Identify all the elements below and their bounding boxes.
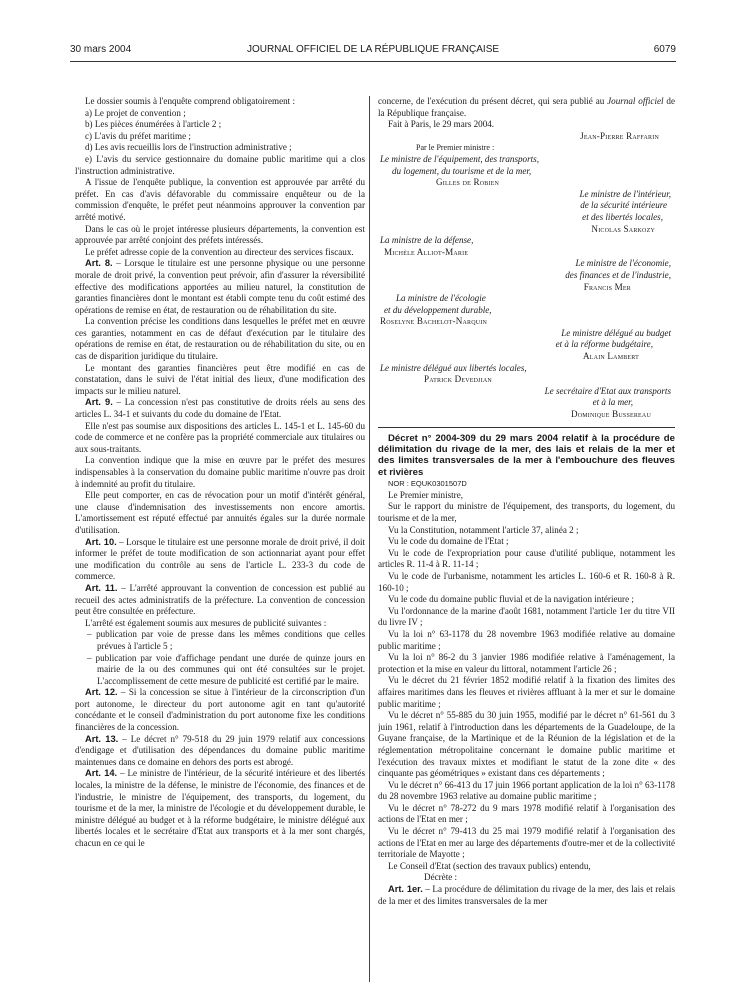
- paragraph: La convention précise les conditions dans lesquelles le préfet met en œuvre ces garanties, notamment en cas de défaut d'exécution par le titulaire des opérations de remise en état, de restauration ou de réhabilitation du site, ou en cas de disparition juridique du titulaire.: [75, 316, 365, 362]
- paragraph: Vu la Constitution, notamment l'article 37, alinéa 2 ;: [388, 524, 579, 535]
- list-item: d) Les avis recueillis lors de l'instruction administrative ;: [85, 142, 292, 153]
- paragraph: Dans le cas où le projet intéresse plusieurs départements, la convention est approuvée par arrêté conjoint des préfets intéressés.: [75, 223, 365, 246]
- article-text: – Si la concession se situe à l'intérieur de la circonscription d'un port autonome, le directeur du port autonome agit en tant qu'autorité concédante et le conseil d'administration du port autonome fixe les conditions financières de la concession.: [75, 687, 365, 733]
- paragraph: Vu la loi n° 63-1178 du 28 novembre 1963 modifiée relative au domaine public maritime ;: [378, 628, 675, 651]
- paragraph: L'arrêté est également soumis aux mesures de publicité suivantes :: [85, 617, 327, 628]
- text-run-italic: Journal officiel: [607, 96, 664, 106]
- paragraph: Vu le code du domaine public fluvial et de la navigation intérieure ;: [388, 594, 634, 605]
- article-text: – Lorsque le titulaire est une personne morale de droit privé, il doit informer le préfet de toute modification de son actionnariat ayant pour effet une modification du contrôle au sens de l'article L. 233-3 du code de commerce.: [75, 536, 365, 582]
- paragraph: Vu l'ordonnance de la marine d'août 1681, notamment l'article 1er du titre VII du livre IV ;: [378, 605, 675, 628]
- signatory-title: Le ministre délégué au budget: [561, 327, 671, 338]
- bullet-item: – publication par voie de presse dans les mêmes conditions que celles prévues à l'article 5 ;: [87, 629, 365, 651]
- article-label: Art. 9.: [85, 397, 113, 408]
- text-run: de la République française.: [378, 96, 675, 118]
- paragraph: Vu le décret du 21 février 1852 modifié relatif à la fixation des limites des affaires maritimes dans les fleuves et rivières affluant à la mer et sur le domaine public maritime ;: [378, 675, 675, 709]
- signature-intro: Par le Premier ministre :: [416, 143, 495, 153]
- signatory-title: Le secrétaire d'Etat aux transports: [544, 385, 671, 396]
- paragraph: Vu le code de l'expropriation pour cause d'utilité publique, notamment les articles R. 11-4 à R. 11-14 ;: [378, 547, 675, 570]
- signatory-name: Francis Mer: [583, 281, 631, 292]
- paragraph: [378, 96, 675, 119]
- paragraph: Vu le décret n° 55-885 du 30 juin 1955, modifié par le décret n° 61-561 du 3 juin 1961, relatif à l'introduction dans les départements de la Guadeloupe, de la Guyane française, de la Martinique et de la Réunion de la législation et de la réglementation métropolitaine concernant le domaine public maritime et l'exécution des travaux mixtes et modifiant le statut de la zone dite « des cinquante pas géométriques » existant dans ces départements ;: [378, 710, 675, 779]
- signatory-title: Le ministre de l'intérieur,: [579, 188, 671, 199]
- article-text: – Le décret n° 79-518 du 29 juin 1979 relatif aux concessions d'endigage et d'utilisation des dépendances du domaine public maritime maintenues dans ce domaine en dehors des ports est abrogé.: [75, 733, 365, 767]
- journal-title: JOURNAL OFFICIEL DE LA RÉPUBLIQUE FRANÇAISE: [246, 44, 500, 55]
- signatory-title: La ministre de l'écologie: [396, 293, 486, 304]
- article-text: – Lorsque le titulaire est une personne physique ou une personne morale de droit privé, la convention peut prévoir, afin d'assurer la réversibilité effective des modifications apportées au milieu naturel, la constitution de garanties financières dont le montant est établi compte tenu du coût estimé des opérations de remise en état, de restauration ou de réhabilitation du site.: [75, 258, 365, 315]
- article-1: [378, 884, 675, 907]
- article-10: [75, 537, 365, 583]
- signatory-name: Patrick Devedjian: [424, 374, 492, 385]
- paragraph: Vu la loi n° 86-2 du 3 janvier 1986 modifiée relative à l'aménagement, la protection et la mise en valeur du littoral, notamment l'article 26 ;: [378, 652, 675, 674]
- paragraph: Décrète :: [424, 872, 458, 883]
- paragraph: Vu le décret n° 78-272 du 9 mars 1978 modifié relatif à l'organisation des actions de l'Etat en mer ;: [378, 802, 675, 825]
- article-text: – La procédure de délimitation du rivage de la mer, des lais et relais de la mer et des limites transversales de la mer: [378, 884, 675, 906]
- article-12: [75, 687, 365, 733]
- list-item: b) Les pièces énumérées à l'article 2 ;: [85, 119, 222, 130]
- article-8: [75, 258, 365, 316]
- bullet-item: – publication par voie d'affichage pendant une durée de quinze jours en mairie de la ou des communes qui ont été consultées sur le projet. L'accomplissement de cette mesure de publicité est certifié par le maire.: [87, 652, 365, 686]
- article-text: – La concession n'est pas constitutive de droits réels au sens des articles L. 34-1 et suivants du code du domaine de l'Etat.: [75, 397, 365, 420]
- article-label: Art. 14.: [85, 768, 118, 779]
- paragraph: Sur le rapport du ministre de l'équipement, des transports, du logement, du tourisme et de la mer,: [378, 501, 675, 524]
- article-14: [75, 768, 365, 849]
- signatory-title: Le ministre délégué aux libertés locales,: [380, 362, 527, 373]
- signatory-name: Nicolas Sarkozy: [591, 223, 655, 234]
- paragraph: Le Conseil d'Etat (section des travaux publics) entendu,: [388, 860, 591, 871]
- decree-nor: NOR : EQUK0301507D: [388, 479, 467, 489]
- column-divider: [369, 96, 370, 982]
- article-label: Art. 8.: [85, 258, 113, 269]
- signatory-title: et du développement durable,: [384, 304, 492, 315]
- signatory-name: Dominique Bussereau: [570, 409, 651, 420]
- signatory-title: et à la réforme budgétaire,: [555, 339, 653, 350]
- signatory-title: Le ministre de l'équipement, des transports,: [380, 153, 539, 164]
- signatory-name: Alain Lambert: [583, 351, 639, 362]
- article-label: Art. 1er.: [388, 884, 423, 895]
- signatory-title: Le ministre de l'économie,: [575, 258, 671, 269]
- list-item: a) Le projet de convention ;: [85, 107, 186, 118]
- list-item: e) L'avis du service gestionnaire du domaine public maritime qui a clos l'instruction administrative.: [75, 153, 365, 176]
- signatory-title: et des libertés locales,: [582, 211, 663, 222]
- issue-date: 30 mars 2004: [70, 44, 132, 55]
- signatory-title: de la sécurité intérieure: [580, 200, 667, 211]
- paragraph: Le dossier soumis à l'enquête comprend obligatoirement :: [85, 96, 295, 106]
- article-11: [75, 583, 365, 618]
- signatory-title: des finances et de l'industrie,: [565, 269, 671, 280]
- page-header: [70, 44, 676, 60]
- header-rule: [70, 61, 676, 62]
- right-column: [378, 96, 675, 984]
- paragraph: La convention indique que la mise en œuvre par le préfet des mesures indispensables à la conservation du domaine public maritime n'ouvre pas droit à indemnité au profit du titulaire.: [75, 455, 365, 489]
- section-rule: [378, 427, 675, 428]
- paragraph: Le montant des garanties financières peut être modifié en cas de constatation, dans le suivi de l'état initial des lieux, d'une modification des impacts sur le milieu naturel.: [75, 362, 365, 396]
- article-label: Art. 11.: [85, 582, 118, 593]
- paragraph: Elle n'est pas soumise aux dispositions des articles L. 145-1 et L. 145-60 du code de commerce et ne confère pas la propriété commerciale aux titulaires ou aux sous-traitants.: [75, 420, 365, 454]
- signatory-name: Michèle Alliot-Marie: [384, 246, 469, 257]
- article-label: Art. 10.: [85, 536, 117, 547]
- article-label: Art. 13.: [85, 733, 119, 744]
- paragraph: Vu le décret n° 79-413 du 25 mai 1979 modifié relatif à l'organisation des actions de l'Etat en mer au large des départements d'outre-mer et de la collectivité territoriale de Mayotte ;: [378, 826, 675, 860]
- paragraph: Fait à Paris, le 29 mars 2004.: [388, 119, 495, 130]
- paragraph: Le Premier ministre,: [388, 489, 464, 500]
- paragraph: Vu le décret n° 66-413 du 17 juin 1966 portant application de la loi n° 63-1178 du 28 novembre 1963 relative au domaine public maritime ;: [378, 779, 675, 802]
- decree-title: Décret n° 2004-309 du 29 mars 2004 relatif à la procédure de délimitation du rivage de la mer, des lais et relais de la mer et des limites transversales de la mer à l'embouchure des fleuves et rivières: [378, 432, 675, 478]
- page-number: 6079: [653, 44, 676, 55]
- left-column: [75, 96, 365, 984]
- signatory-name: Jean-Pierre Raffarin: [580, 130, 659, 141]
- signatory-name: Roselyne Bachelot-Narquin: [380, 316, 488, 327]
- article-label: Art. 12.: [85, 687, 118, 698]
- paragraph: Vu le code du domaine de l'Etat ;: [388, 536, 509, 547]
- article-13: [75, 734, 365, 769]
- signatory-name: Gilles de Robien: [436, 177, 500, 188]
- article-text: – Le ministre de l'intérieur, de la sécurité intérieure et des libertés locales, la ministre de la défense, le ministre de l'économie, des finances et de l'industrie, le ministre de l'équipement, des transports, du logement, du tourisme et de la mer, la ministre de l'écologie et du développement durable, le ministre délégué au budget et à la réforme budgétaire, le ministre délégué aux libertés locales et le secrétaire d'Etat aux transports et à la mer sont chargés, chacun en ce qui le: [75, 768, 365, 848]
- text-run: concerne, de l'exécution du présent décret, qui sera publié au: [378, 96, 608, 106]
- signatures: [378, 131, 675, 421]
- paragraph: Vu le code de l'urbanisme, notamment les articles L. 160-6 et R. 160-8 à R. 160-10 ;: [378, 571, 675, 593]
- paragraph: Elle peut comporter, en cas de révocation pour un motif d'intérêt général, une clause d'indemnisation des investissements non encore amortis. L'amortissement est réputé effectué par annuités égales sur la durée normale d'utilisation.: [75, 490, 365, 535]
- signatory-title: du logement, du tourisme et de la mer,: [392, 165, 532, 176]
- article-9: [75, 397, 365, 420]
- article-text: – L'arrêté approuvant la convention de concession est publié au recueil des actes administratifs de la préfecture. La convention de concession peut être consultée en préfecture.: [75, 582, 365, 617]
- paragraph: A l'issue de l'enquête publique, la convention est approuvée par arrêté du préfet. En cas d'avis défavorable du commissaire enquêteur ou de la commission d'enquête, le préfet peut néanmoins approuver la convention par arrêté motivé.: [75, 177, 365, 222]
- signatory-title: et à la mer,: [592, 397, 633, 408]
- list-item: c) L'avis du préfet maritime ;: [85, 130, 191, 141]
- paragraph: Le préfet adresse copie de la convention au directeur des services fiscaux.: [85, 246, 354, 257]
- signatory-title: La ministre de la défense,: [380, 235, 474, 246]
